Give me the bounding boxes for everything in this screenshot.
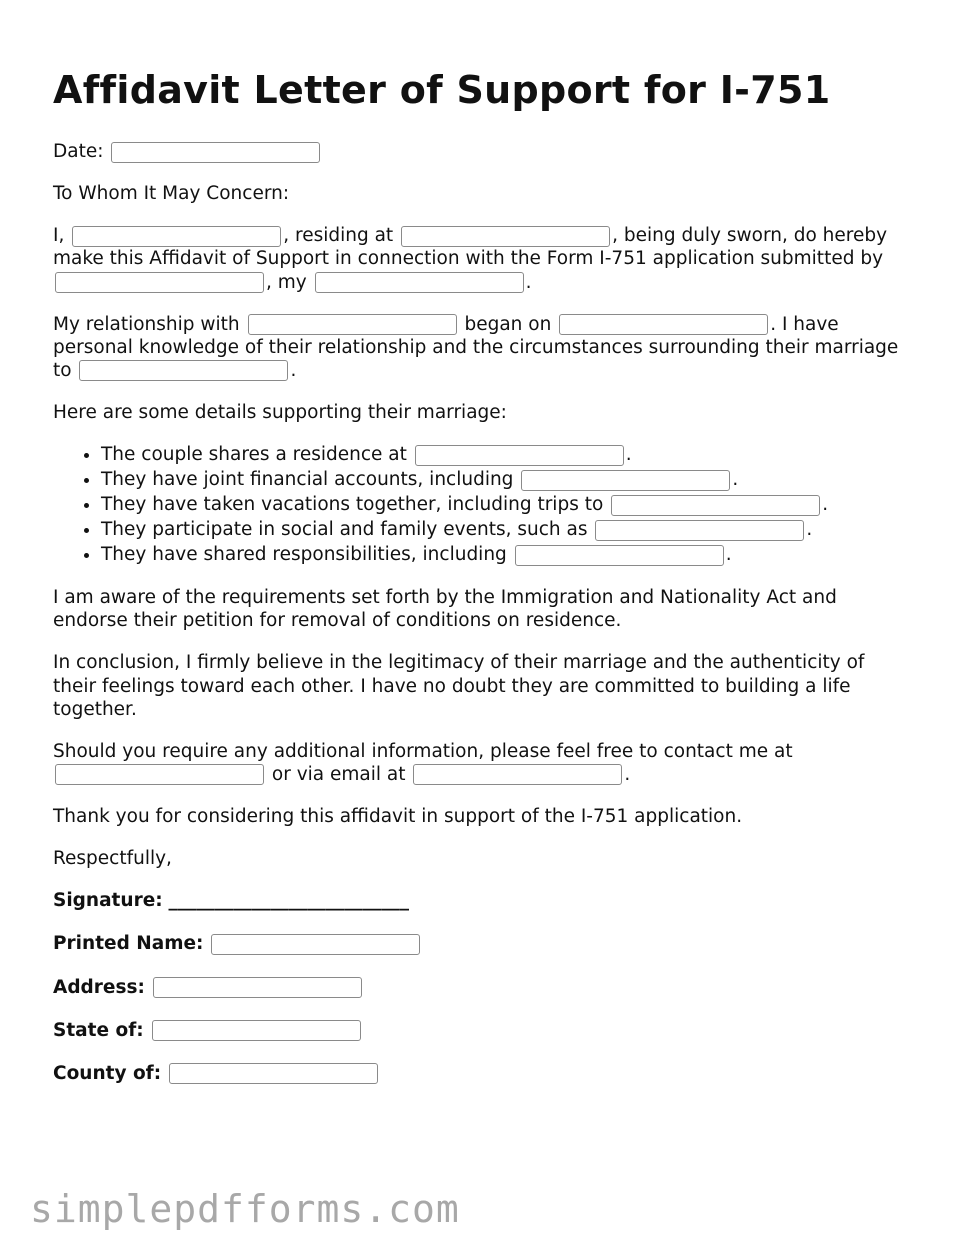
printed-name-label: Printed Name:	[53, 933, 204, 955]
list-item	[101, 443, 913, 467]
affiant-name-field[interactable]	[72, 226, 281, 247]
residence-field[interactable]	[415, 445, 624, 466]
thanks-paragraph: Thank you for considering this affidavit in support of the I-751 application.	[53, 806, 743, 827]
relationship-text-3: . I have personal knowledge of their relationship and the circumstances surrounding their marriage to	[53, 313, 899, 381]
detail-end: .	[806, 519, 813, 541]
detail-text: They have joint financial accounts, including	[101, 469, 514, 491]
address-field[interactable]	[153, 977, 362, 998]
list-item	[101, 543, 913, 567]
watermark: simplepdfforms.com	[30, 1187, 460, 1231]
relationship-text-1: My relationship with	[53, 313, 240, 335]
address-label: Address:	[53, 976, 145, 998]
relationship-paragraph	[53, 313, 913, 382]
contact-paragraph	[53, 740, 913, 786]
county-row	[53, 1062, 913, 1085]
relationship-text-2: began on	[464, 313, 552, 335]
detail-text: The couple shares a residence at	[101, 444, 407, 466]
address-row	[53, 976, 913, 999]
social-events-field[interactable]	[595, 520, 804, 541]
financial-accounts-field[interactable]	[521, 470, 730, 491]
detail-end: .	[625, 444, 632, 466]
list-item	[101, 468, 913, 492]
detail-end: .	[822, 494, 829, 516]
date-row	[53, 140, 913, 163]
detail-text: They have shared responsibilities, including	[101, 544, 507, 566]
salutation: To Whom It May Concern:	[53, 183, 290, 205]
state-field[interactable]	[152, 1020, 361, 1041]
detail-end: .	[732, 469, 739, 491]
intro-text-3: , being duly sworn, do hereby make this Affidavit of Support in connection with the Form I-751 application submitted by	[53, 225, 888, 270]
intro-text-1: I,	[53, 225, 65, 247]
state-row	[53, 1019, 913, 1042]
signature-row	[53, 889, 913, 912]
county-field[interactable]	[169, 1063, 378, 1084]
printed-name-field[interactable]	[211, 934, 420, 955]
awareness-paragraph: I am aware of the requirements set forth by the Immigration and Nationality Act and endorse their petition for removal of conditions on residence.	[53, 587, 837, 632]
vacations-field[interactable]	[611, 495, 820, 516]
date-field[interactable]	[111, 142, 320, 163]
details-intro: Here are some details supporting their marriage:	[53, 402, 507, 423]
list-item	[101, 493, 913, 517]
intro-text-2: , residing at	[283, 225, 394, 247]
intro-paragraph	[53, 224, 913, 293]
contact-text-3: .	[624, 763, 631, 785]
intro-text-4: , my	[266, 271, 307, 293]
relationship-began-field[interactable]	[559, 314, 768, 335]
county-label: County of:	[53, 1062, 162, 1084]
signature-label: Signature:	[53, 890, 163, 912]
affiant-address-field[interactable]	[401, 226, 610, 247]
state-label: State of:	[53, 1019, 144, 1041]
date-label: Date:	[53, 141, 104, 162]
signature-line: __________________________	[168, 890, 410, 912]
details-list	[53, 443, 913, 567]
letter-body	[53, 140, 913, 1105]
relationship-with-field[interactable]	[248, 314, 457, 335]
list-item	[101, 518, 913, 542]
responsibilities-field[interactable]	[515, 545, 724, 566]
spouse-name-field[interactable]	[79, 360, 288, 381]
detail-text: They participate in social and family events, such as	[101, 519, 588, 541]
printed-name-row	[53, 932, 913, 955]
page-title: Affidavit Letter of Support for I-751	[53, 68, 831, 112]
intro-text-5: .	[525, 271, 532, 293]
phone-field[interactable]	[55, 764, 264, 785]
closing: Respectfully,	[53, 848, 172, 870]
conclusion-paragraph: In conclusion, I firmly believe in the legitimacy of their marriage and the authenticity of their feelings toward each other. I have no doubt they are committed to building a life together.	[53, 652, 865, 720]
contact-text-2: or via email at	[271, 763, 406, 785]
email-field[interactable]	[413, 764, 622, 785]
contact-text-1: Should you require any additional information, please feel free to contact me at	[53, 740, 793, 762]
petitioner-name-field[interactable]	[55, 272, 264, 293]
detail-end: .	[725, 544, 732, 566]
relationship-text-4: .	[290, 359, 297, 381]
detail-text: They have taken vacations together, including trips to	[101, 494, 604, 516]
relation-field[interactable]	[315, 272, 524, 293]
